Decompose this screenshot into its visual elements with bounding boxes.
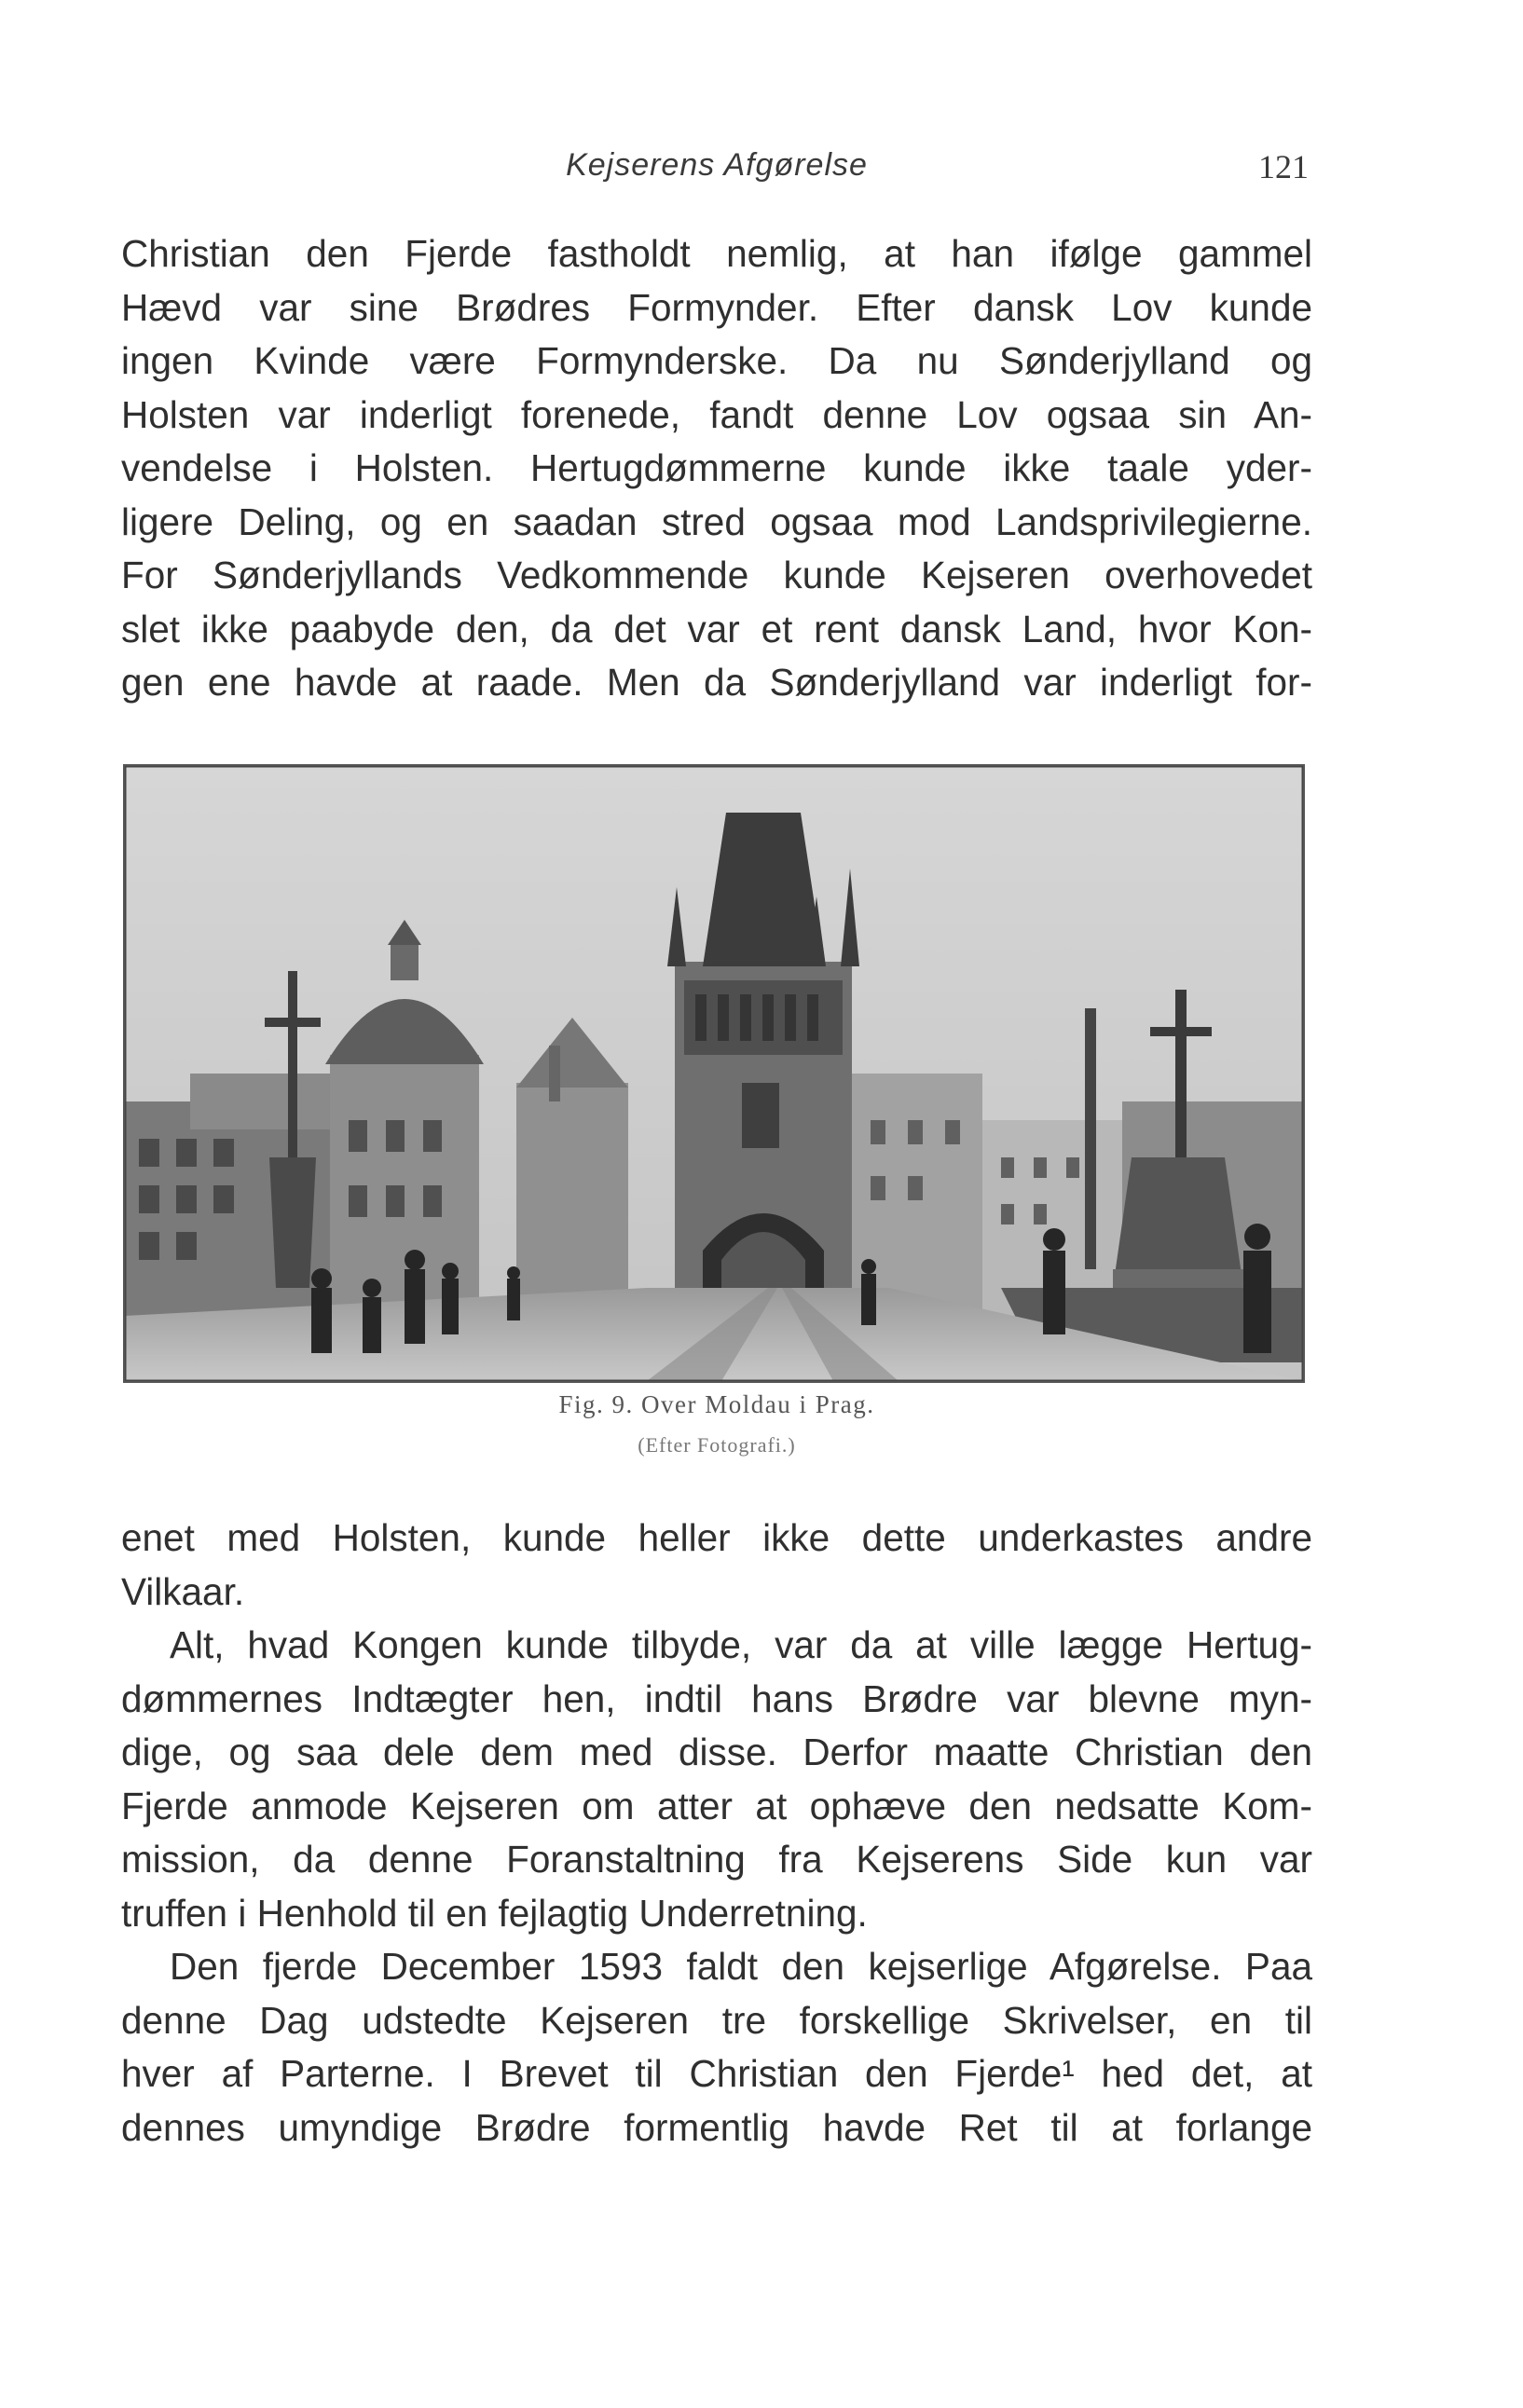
text-line: hver af Parterne. I Brevet til Christian den Fjerde¹ hed det, at [121,2052,1312,2095]
text-line: Fjerde anmode Kejseren om atter at ophæve den nedsatte Kom- [121,1784,1312,1827]
text-line: truffen i Henhold til en fejlagtig Underretning. [121,1891,868,1935]
text-line: gen ene havde at raade. Men da Sønderjylland var inderligt for- [121,661,1312,704]
photo-figure-prague-bridge [123,764,1305,1383]
text-line: ligere Deling, og en saadan stred ogsaa mod Landsprivilegierne. [121,499,1312,543]
text-line: Vilkaar. [121,1569,245,1613]
running-title: Kejserens Afgørelse [566,147,868,183]
body-text-bottom [121,1512,1312,2155]
text-line: ingen Kvinde være Formynderske. Da nu Sønderjylland og [121,339,1312,382]
text-line: Christian den Fjerde fastholdt nemlig, at han ifølge gammel [121,232,1312,275]
figure-credit: (Efter Fotografi.) [638,1433,796,1457]
text-line: slet ikke paabyde den, da det var et rent dansk Land, hvor Kon- [121,607,1312,650]
text-line: vendelse i Holsten. Hertugdømmerne kunde ikke taale yder- [121,446,1312,489]
text-line: Alt, hvad Kongen kunde tilbyde, var da at ville lægge Hertug- [170,1623,1312,1666]
text-line: denne Dag udstedte Kejseren tre forskellige Skrivelser, en til [121,1998,1312,2042]
body-text-top [121,227,1312,710]
text-line: dennes umyndige Brødre formentlig havde Ret til at forlange [121,2105,1312,2149]
text-line: Holsten var inderligt forenede, fandt denne Lov ogsaa sin An- [121,392,1312,436]
text-line: enet med Holsten, kunde heller ikke dette underkastes andre [121,1516,1312,1559]
bridge-tower-illustration [125,766,1303,1381]
text-line: Den fjerde December 1593 faldt den kejserlige Afgørelse. Paa [170,1945,1312,1988]
text-line: For Sønderjyllands Vedkommende kunde Kejseren overhovedet [121,554,1312,596]
figure-caption: Fig. 9. Over Moldau i Prag. [558,1390,875,1418]
text-line: mission, da denne Foranstaltning fra Kejserens Side kun var [121,1838,1312,1881]
text-line: dige, og saa dele dem med disse. Derfor maatte Christian den [121,1731,1312,1773]
text-line: dømmernes Indtægter hen, indtil hans Brødre var blevne myn- [121,1676,1312,1720]
running-head [121,147,1312,194]
page-number: 121 [1258,148,1309,185]
text-line: Hævd var sine Brødres Formynder. Efter dansk Lov kunde [121,285,1312,329]
